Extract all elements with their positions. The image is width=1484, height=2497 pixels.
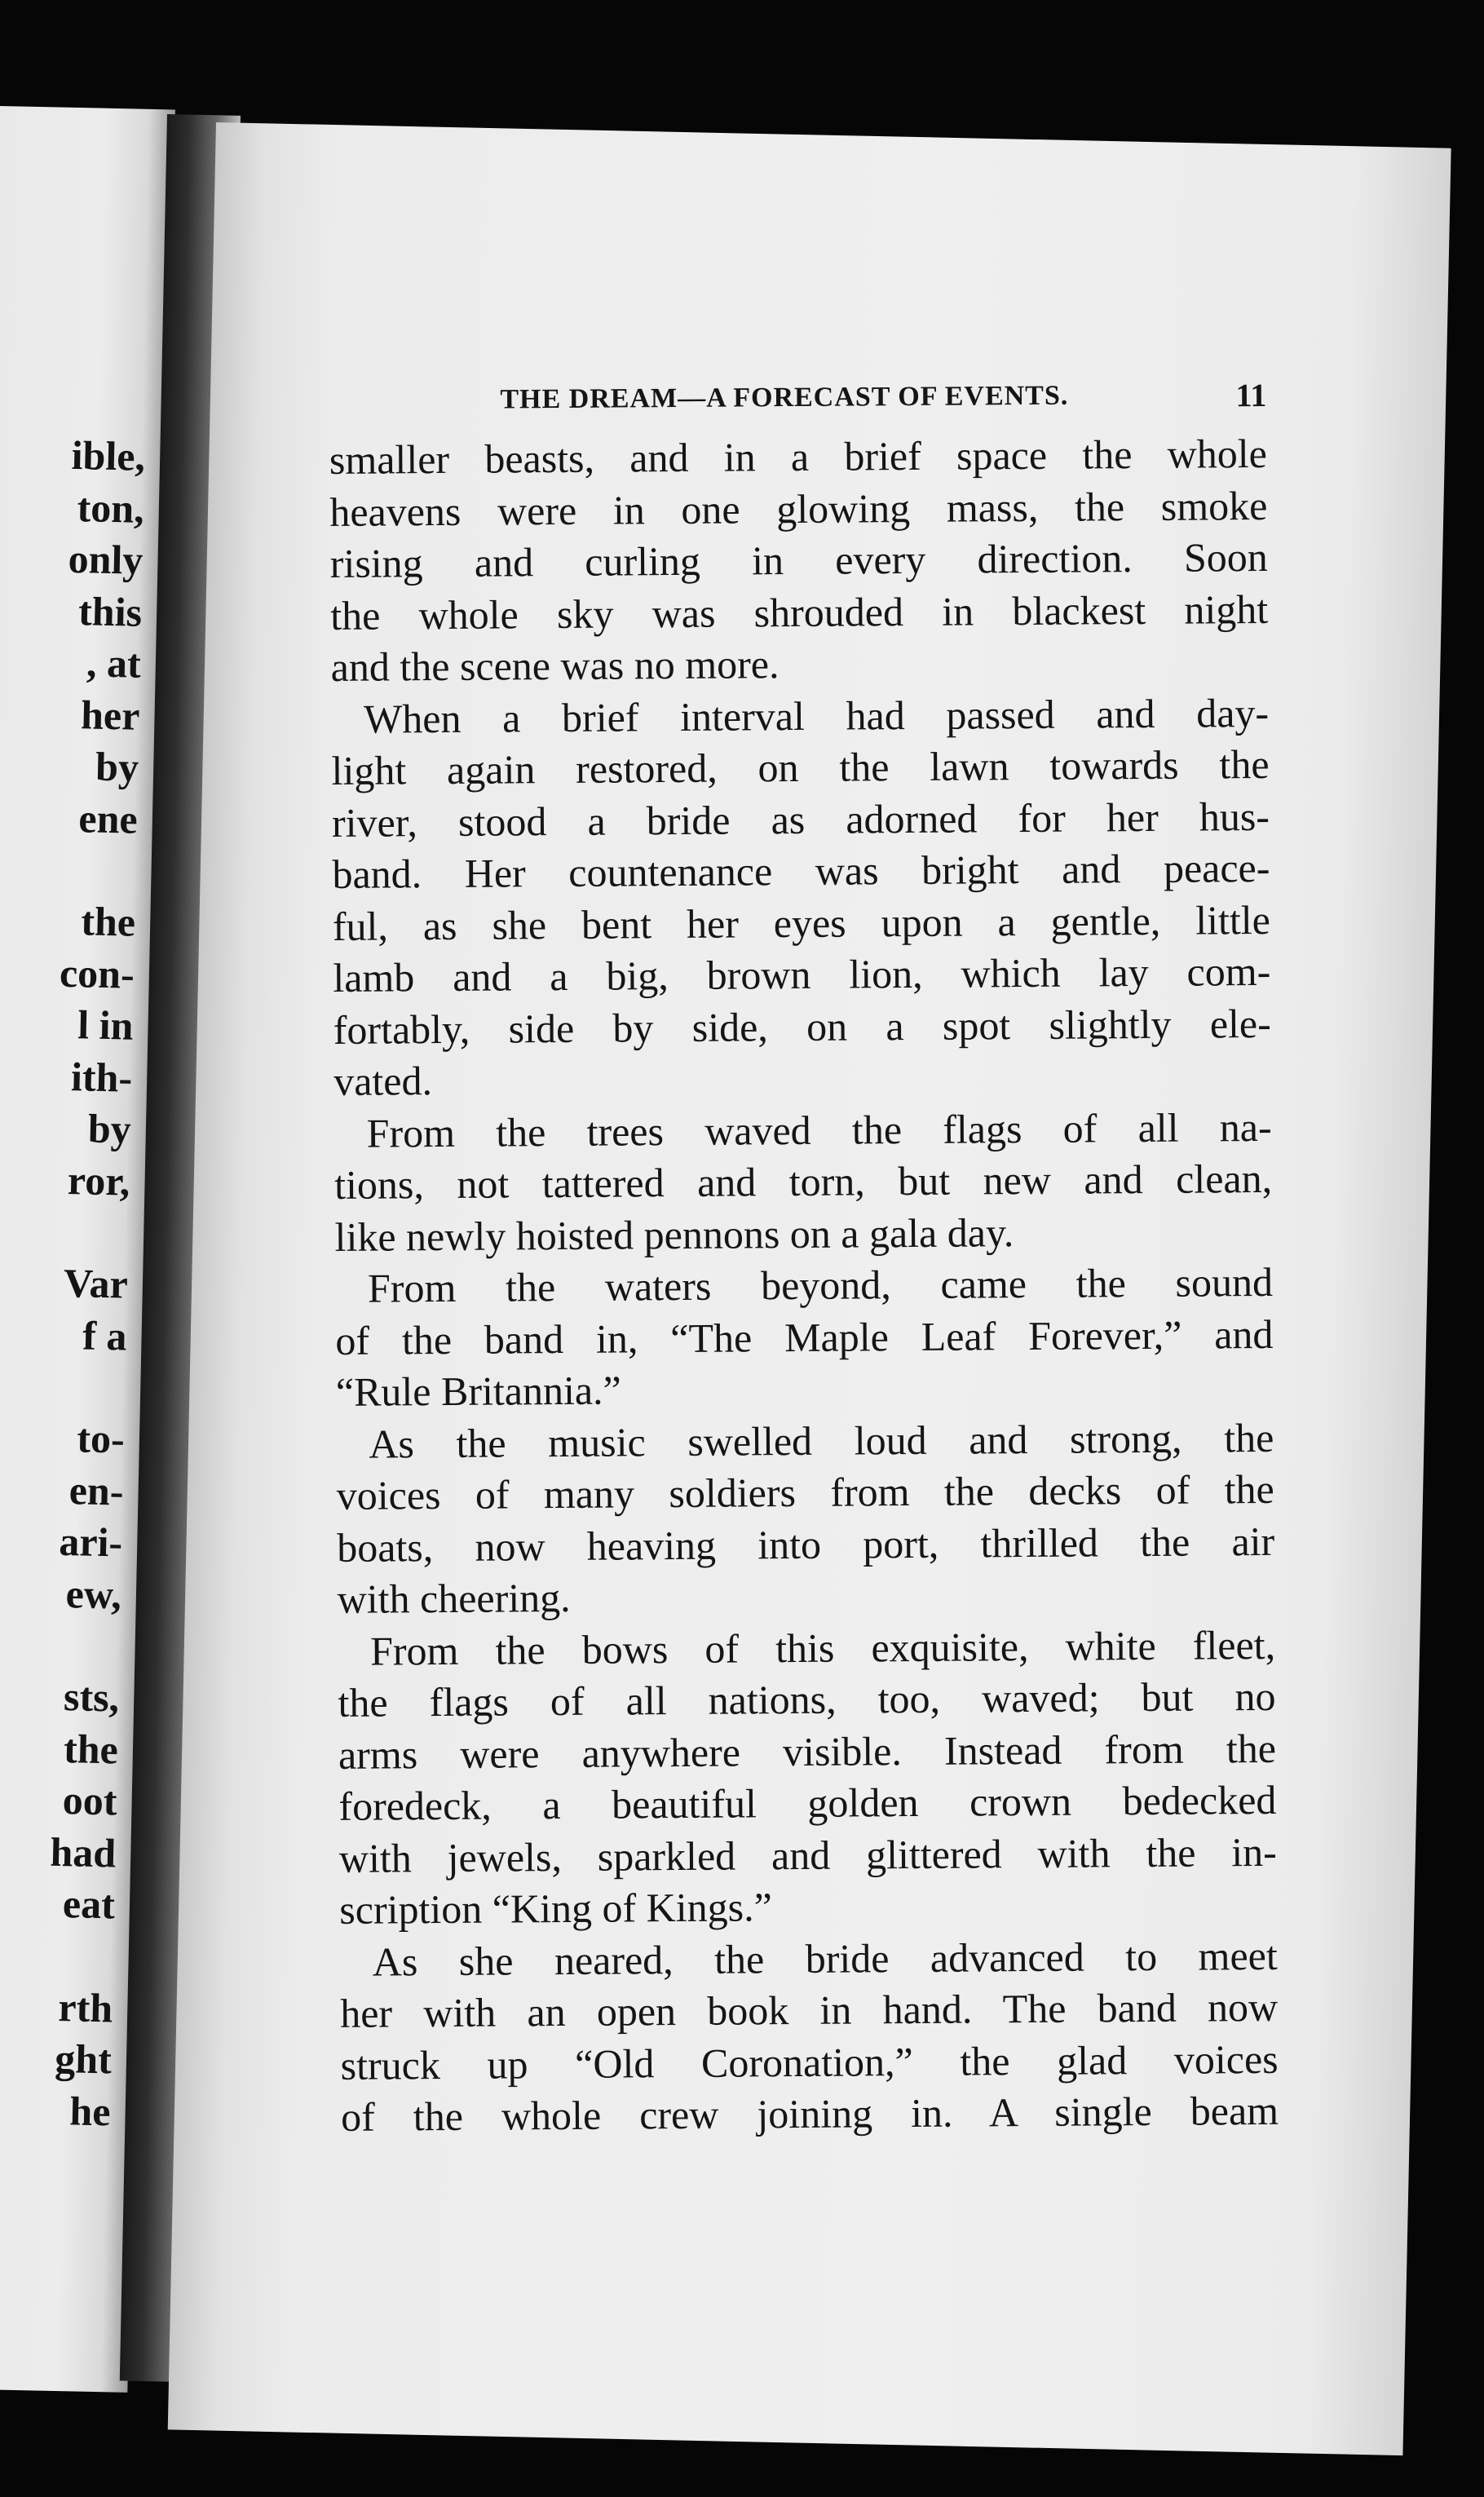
body-text: [329, 428, 1279, 2143]
paragraph: [338, 1619, 1278, 1936]
text-line: voices of many soldiers from the decks of the: [336, 1465, 1274, 1518]
left-page-fragment: l in: [77, 1001, 135, 1049]
left-page-fragment: to-: [76, 1415, 126, 1462]
left-page-gap: [54, 1206, 130, 1259]
text-line: struck up “Old Coronation,” the glad voices: [340, 2035, 1279, 2088]
paragraph: [329, 428, 1269, 694]
paragraph: [340, 1929, 1279, 2143]
text-line: “Rule Britannia.”: [335, 1367, 621, 1415]
left-page-fragment: by: [95, 743, 139, 790]
text-line: From the bows of this exquisite, white fleet,: [369, 1621, 1276, 1674]
left-page-fragment: only: [68, 535, 144, 583]
text-line: vated.: [333, 1058, 433, 1104]
left-page-gap: [45, 1620, 121, 1673]
text-line: smaller beasts, and in a brief space the whole: [329, 430, 1268, 483]
left-page-fragment: ght: [54, 2035, 113, 2083]
text-line: When a brief interval had passed and day-: [363, 689, 1270, 742]
text-line: arms were anywhere visible. Instead from the: [338, 1725, 1277, 1778]
text-line: From the waters beyond, came the sound: [367, 1258, 1274, 1311]
left-page-fragment: rth: [57, 1983, 113, 2031]
running-head-title: THE DREAM—A FORECAST OF EVENTS.: [500, 380, 1069, 415]
text-line: the whole sky was shrouded in blackest night: [330, 586, 1269, 639]
text-line: band. Her countenance was bright and peace-: [332, 844, 1270, 897]
left-page-fragment: ari-: [58, 1518, 123, 1566]
text-line: From the trees waved the flags of all na-: [366, 1103, 1272, 1156]
text-line: As the music swelled loud and strong, the: [369, 1414, 1274, 1467]
left-page-fragment: ew,: [65, 1570, 122, 1618]
left-page-text-fragments: [35, 430, 146, 2137]
left-page-gap: [61, 844, 137, 897]
paragraph: [331, 687, 1272, 1107]
left-page-gap: [51, 1361, 126, 1414]
left-page-fragment: had: [49, 1828, 117, 1876]
text-line: fortably, side by side, on a spot slightly ele-: [333, 1000, 1271, 1053]
text-line: lamb and a big, brown lion, which lay com-: [333, 948, 1271, 1001]
page-number: 11: [1235, 376, 1267, 414]
text-line: with jewels, sparkled and glittered with the in-: [338, 1828, 1278, 1881]
left-page-fragment: by: [87, 1105, 132, 1152]
paragraph: [335, 1257, 1274, 1419]
text-line: the flags of all nations, too, waved; but no: [338, 1673, 1276, 1726]
text-line: and the scene was no more.: [330, 641, 780, 690]
left-page-fragment: f a: [82, 1311, 128, 1359]
text-line: light again restored, on the lawn towards the: [331, 740, 1270, 793]
left-page-fragment: her: [80, 691, 140, 739]
paragraph: [333, 1101, 1272, 1263]
text-line: river, stood a bride as adorned for her hus-: [331, 793, 1270, 846]
text-line: her with an open book in hand. The band now: [340, 1983, 1279, 2036]
text-line: tions, not tattered and torn, but new and clean,: [333, 1155, 1273, 1208]
text-line: rising and curling in every direction. Soon: [329, 533, 1268, 586]
left-page-fragment: con-: [59, 949, 135, 997]
left-page-fragment: , at: [86, 639, 142, 687]
right-page: [168, 122, 1451, 2455]
left-page-fragment: the: [63, 1725, 119, 1772]
left-page-fragment: ton,: [77, 484, 145, 532]
text-line: heavens were in one glowing mass, the smoke: [329, 482, 1268, 535]
text-line: of the band in, “The Maple Leaf Forever,” and: [335, 1310, 1274, 1363]
text-line: boats, now heaving into port, thrilled the air: [337, 1518, 1275, 1571]
text-line: foredeck, a beautiful golden crown bedecked: [338, 1776, 1277, 1829]
left-page-gap: [38, 1929, 114, 1982]
left-page-fragment: this: [77, 587, 143, 635]
left-page-fragment: ith-: [70, 1053, 133, 1101]
left-page-fragment: eat: [62, 1880, 116, 1928]
left-page-fragment: he: [68, 2087, 112, 2134]
left-page-fragment: sts,: [63, 1673, 120, 1721]
text-line: As she neared, the bride advanced to meet: [372, 1932, 1278, 1985]
paragraph: [336, 1412, 1275, 1625]
page-text-block: [329, 376, 1279, 2143]
text-line: ful, as she bent her eyes upon a gentle, little: [332, 896, 1271, 949]
left-page-fragment: oot: [62, 1777, 118, 1824]
left-page-fragment: the: [80, 898, 136, 945]
left-page-fragment: ror,: [67, 1156, 131, 1204]
running-head: [312, 376, 1267, 435]
left-page-fragment: ene: [77, 794, 139, 842]
text-line: of the whole crew joining in. A single beam: [340, 2087, 1279, 2140]
left-page-fragment: Var: [63, 1259, 129, 1307]
text-line: like newly hoisted pennons on a gala day.: [334, 1209, 1014, 1260]
left-page-fragment: ible,: [71, 431, 146, 480]
left-page-fragment: en-: [68, 1466, 125, 1514]
text-line: with cheering.: [337, 1574, 571, 1622]
text-line: scription “King of Kings.”: [339, 1884, 772, 1933]
